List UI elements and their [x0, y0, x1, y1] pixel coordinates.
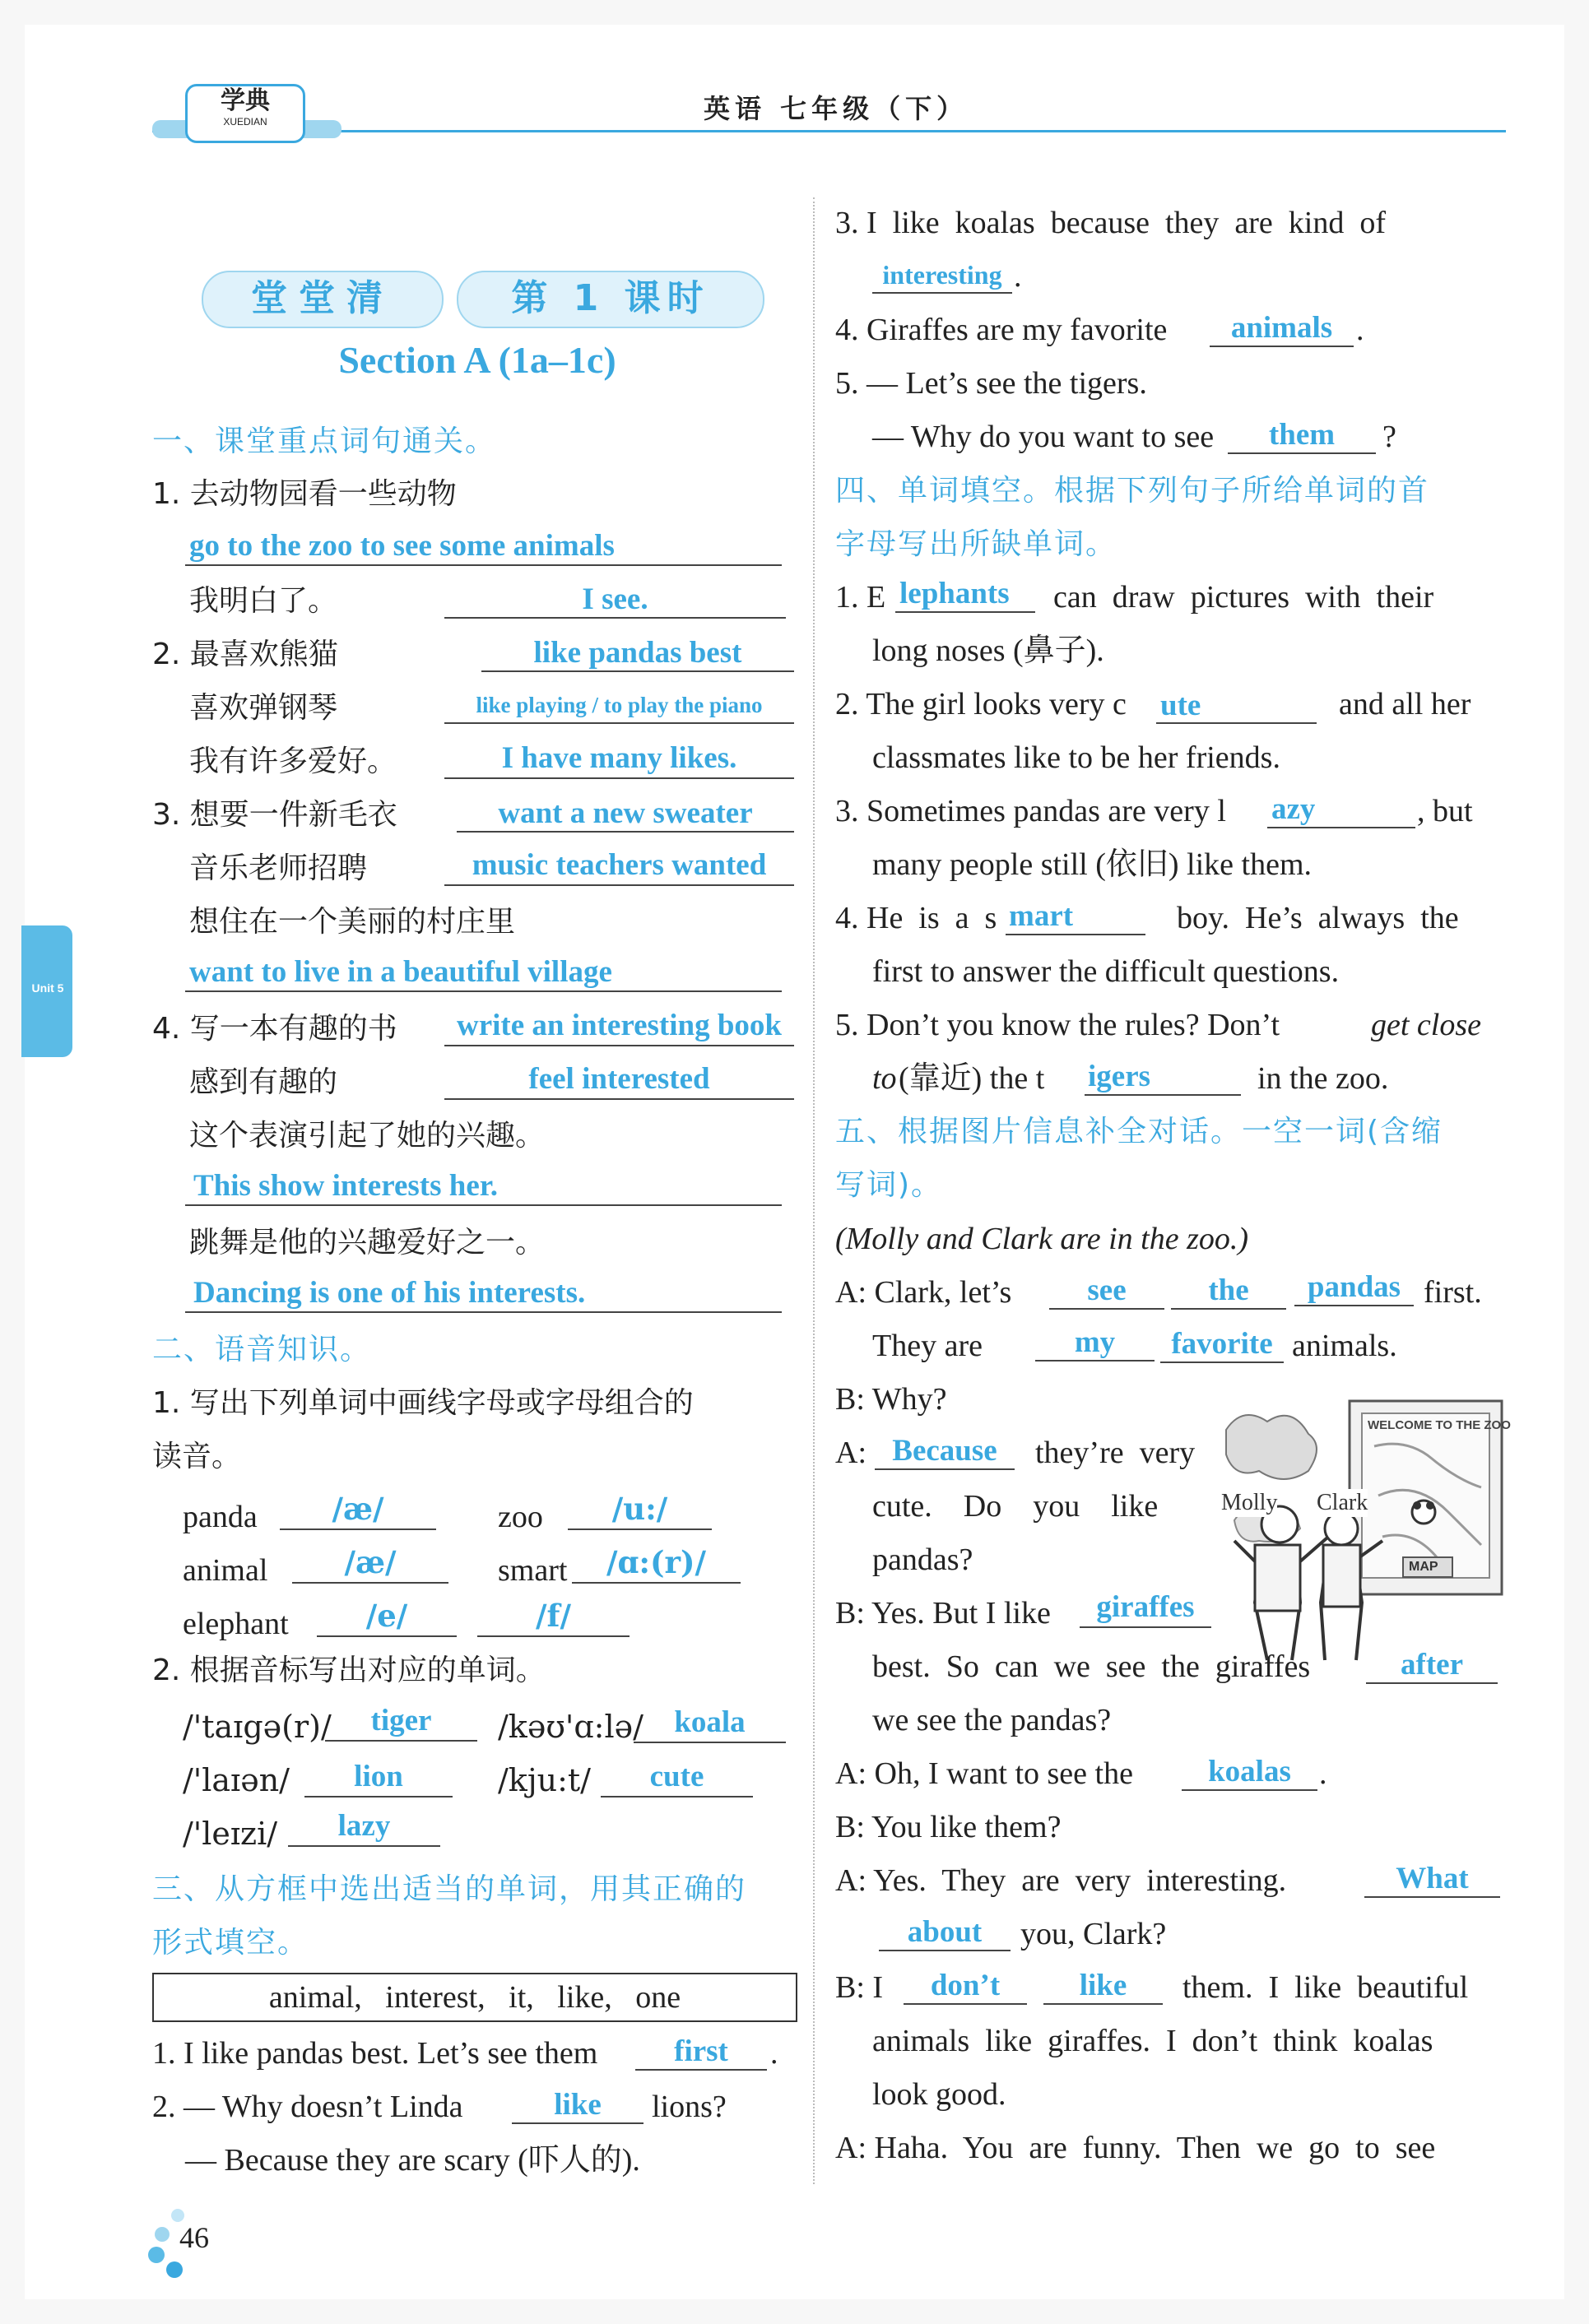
answer: giraffes	[1096, 1590, 1195, 1624]
answer: about	[907, 1915, 983, 1949]
answer: Because	[892, 1434, 997, 1468]
zoo-map-label: MAP	[1409, 1560, 1438, 1574]
column-divider	[813, 197, 815, 2184]
section-2-title: 二、语音知识。	[152, 1333, 372, 1366]
answer: lion	[354, 1760, 403, 1793]
answer: What	[1396, 1862, 1469, 1895]
answer: don’t	[930, 1969, 1001, 2002]
answer: music teachers wanted	[472, 848, 767, 882]
answer: go to the zoo to see some animals	[189, 529, 615, 563]
answer: the	[1208, 1273, 1249, 1307]
answer: lazy	[337, 1809, 391, 1843]
answer: igers	[1088, 1060, 1151, 1093]
answer: favorite	[1171, 1327, 1273, 1361]
answer: /æ/	[332, 1491, 384, 1527]
answer: cute	[649, 1760, 704, 1793]
answer: I have many likes.	[501, 741, 737, 775]
section-3-title: 三、从方框中选出适当的单词，用其正确的	[152, 1872, 747, 1906]
answer: /e/	[365, 1598, 408, 1634]
answer: /f/	[536, 1598, 571, 1634]
answer: lephants	[899, 577, 1010, 610]
answer: /æ/	[344, 1544, 397, 1580]
answer: like pandas best	[533, 636, 742, 670]
zoo-picture	[1218, 1397, 1511, 1664]
answer: like	[554, 2088, 602, 2122]
header-title: 英语 七年级（下）	[704, 93, 969, 124]
answer: want a new sweater	[498, 796, 753, 830]
answer: koala	[674, 1705, 746, 1739]
answer: animals	[1230, 311, 1333, 345]
side-tab: Unit 5	[21, 925, 72, 1057]
banner-lesson: 第 1 课时	[511, 277, 710, 319]
answer: mart	[1009, 899, 1074, 933]
answer: them	[1268, 418, 1336, 452]
answer: write an interesting book	[456, 1009, 782, 1042]
answer: first	[674, 2034, 728, 2068]
answer: azy	[1271, 792, 1316, 826]
section-5-title: 五、根据图片信息补全对话。一空一词(含缩	[835, 1115, 1443, 1148]
answer: after	[1401, 1648, 1463, 1682]
page-number: 46	[179, 2221, 209, 2254]
answer: tiger	[370, 1704, 432, 1737]
label-clark: Clark	[1317, 1490, 1368, 1515]
label-molly: Molly	[1221, 1490, 1278, 1515]
answer: my	[1074, 1325, 1116, 1359]
section-1-title: 一、课堂重点词句通关。	[152, 424, 497, 458]
answer: Dancing is one of his interests.	[193, 1276, 586, 1310]
answer: want to live in a beautiful village	[189, 955, 612, 989]
answer: like	[1079, 1969, 1127, 2002]
answer: pandas	[1307, 1270, 1401, 1304]
answer: feel interested	[528, 1062, 710, 1096]
answer: I see.	[582, 582, 648, 616]
word-box: animal, interest, it, like, one	[152, 1973, 797, 2022]
answer: like playing / to play the piano	[476, 693, 763, 717]
answer: koalas	[1208, 1755, 1291, 1788]
banner	[202, 267, 761, 330]
answer: ute	[1160, 689, 1201, 722]
zoo-sign: WELCOME TO THE ZOO	[1368, 1418, 1511, 1432]
header-bar	[152, 86, 1506, 140]
logo: 学典 XUEDIAN	[185, 84, 305, 143]
banner-title: 堂堂清	[251, 277, 394, 319]
section-4-title: 四、单词填空。根据下列句子所给单词的首	[835, 474, 1430, 508]
answer: /u:/	[611, 1491, 668, 1527]
section-heading: Section A (1a–1c)	[338, 339, 616, 381]
answer: This show interests her.	[193, 1169, 499, 1203]
answer: /ɑ:(r)/	[606, 1544, 707, 1580]
workbook-page: 学典 XUEDIAN 英语 七年级（下） Unit 5 堂堂清 第 1 课时 Section A (1a–1c) 一、课堂重点词句通关。 1. 去动物园看一些动物 go to the zoo to see some animals 我明白了。 I see. 2. 最喜欢熊猫 like pandas best 喜欢弹钢琴 like playing / to play the piano 我有许多爱好。 I have many likes. 3. 想要一件新毛衣 want a new sweater 音乐老师招聘 music teachers wanted 想住在一个美丽的村庄里 want to live in a beautiful village 4. 写一本有趣的书 write an interesting book 感到有趣的 feel interested 这个表演引起了她的兴趣。 This show interests her. 跳舞是他的兴趣爱好之一。 Dancing is one of his interests. 二、语音知识。 1. 写出下列单词中画线字母或字母组合的 读音。 panda /æ/ zoo /u:/ animal /æ/ smart /ɑ:(r)/ elephant /e/ /f/ 2. 根据音标写出对应的单词。 /'taɪgə(r)/ tiger /kəʊ'ɑ:lə/ koala /'laɪən/ lion /kju:t/ cute /'leɪzi/ lazy 三、从方框中选出适当的单词，用其正确的 形式填空。 animal, interest, it, like, one 1. I like pandas best. Let’s see them first . 2. — Why doesn’t Linda like lions? — Because they are scary (吓人的). 46 3. I like koalas because they are kind of interesting . 4. Giraffes are my favorite animals . 5. — Let’s see the tigers. — Why do you want to see them ? 四、单词填空。根据下列句子所给单词的首 字母写出所缺单词。 1. E lephants can draw pictures with their long noses (鼻子). 2. The girl looks very c ute and all her classmates like to be her friends. 3. Sometimes pandas are very l azy , but many people still (依旧) like them. 4. He is a s mart boy. He’s always the first to answer the difficult questions. 5. Don’t you know the rules? Don’t get close to (靠近) the t igers in the zoo. 五、根据图片信息补全对话。一空一词(含缩 写词)。 (Molly and Clark are in the zoo.) A: Clark, let’s see the pandas first. They are my favorite animals. B: Why? WELCOME TO THE ZOO Molly Clark MAP A: Because they’re very cute. Do you like pandas? B: Yes. But I like giraffes best. So can we see the giraffes after we see the pandas? A: Oh, I want to see the koalas . B: You like them? A: Yes. They are very interesting. What about you, Clark? B: I don’t like them. I like beautiful animals like giraffes. I don’t think koalas look good. A: Haha. You are funny. Then we go to see	[25, 25, 1564, 2299]
answer: see	[1087, 1273, 1127, 1307]
answer: interesting	[882, 260, 1002, 290]
